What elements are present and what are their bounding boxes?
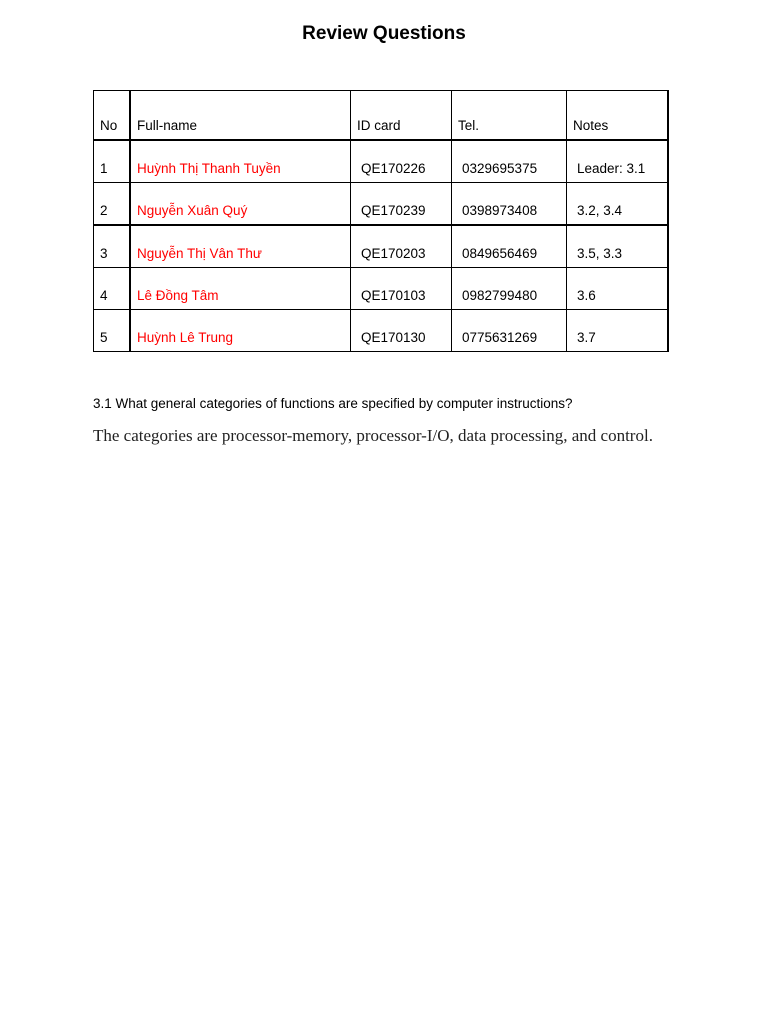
header-tel: Tel. — [452, 91, 567, 141]
cell-full-name: Nguyễn Xuân Quý — [130, 183, 351, 226]
cell-tel: 0775631269 — [452, 310, 567, 352]
cell-tel: 0849656469 — [452, 225, 567, 268]
answer-3-1: The categories are processor-memory, processor-I/O, data processing, and control. — [93, 426, 653, 445]
header-notes: Notes — [567, 91, 669, 141]
table-row — [94, 225, 669, 268]
cell-id-card: QE170103 — [351, 268, 452, 310]
cell-full-name: Huỳnh Thị Thanh Tuyền — [130, 140, 351, 183]
cell-full-name: Lê Đồng Tâm — [130, 268, 351, 310]
cell-notes: Leader: 3.1 — [567, 140, 669, 183]
table-row — [94, 268, 669, 310]
cell-no: 4 — [94, 268, 131, 310]
header-id-card: ID card — [351, 91, 452, 141]
cell-notes: 3.2, 3.4 — [567, 183, 669, 226]
cell-id-card: QE170130 — [351, 310, 452, 352]
cell-tel: 0398973408 — [452, 183, 567, 226]
cell-no: 2 — [94, 183, 131, 226]
cell-notes: 3.7 — [567, 310, 669, 352]
cell-no: 1 — [94, 140, 131, 183]
cell-id-card: QE170226 — [351, 140, 452, 183]
members-table — [93, 90, 669, 352]
cell-tel: 0982799480 — [452, 268, 567, 310]
cell-notes: 3.6 — [567, 268, 669, 310]
header-full-name: Full-name — [130, 91, 351, 141]
document-title: Review Questions — [302, 23, 466, 44]
cell-no: 5 — [94, 310, 131, 352]
question-3-1: 3.1 What general categories of functions are specified by computer instructions? — [93, 396, 573, 411]
table-row — [94, 183, 669, 226]
header-no: No — [94, 91, 131, 141]
cell-id-card: QE170203 — [351, 225, 452, 268]
table-row — [94, 140, 669, 183]
cell-full-name: Huỳnh Lê Trung — [130, 310, 351, 352]
cell-no: 3 — [94, 225, 131, 268]
table-row — [94, 310, 669, 352]
table-header-row — [94, 91, 669, 141]
cell-id-card: QE170239 — [351, 183, 452, 226]
cell-notes: 3.5, 3.3 — [567, 225, 669, 268]
cell-tel: 0329695375 — [452, 140, 567, 183]
cell-full-name: Nguyễn Thị Vân Thư — [130, 225, 351, 268]
